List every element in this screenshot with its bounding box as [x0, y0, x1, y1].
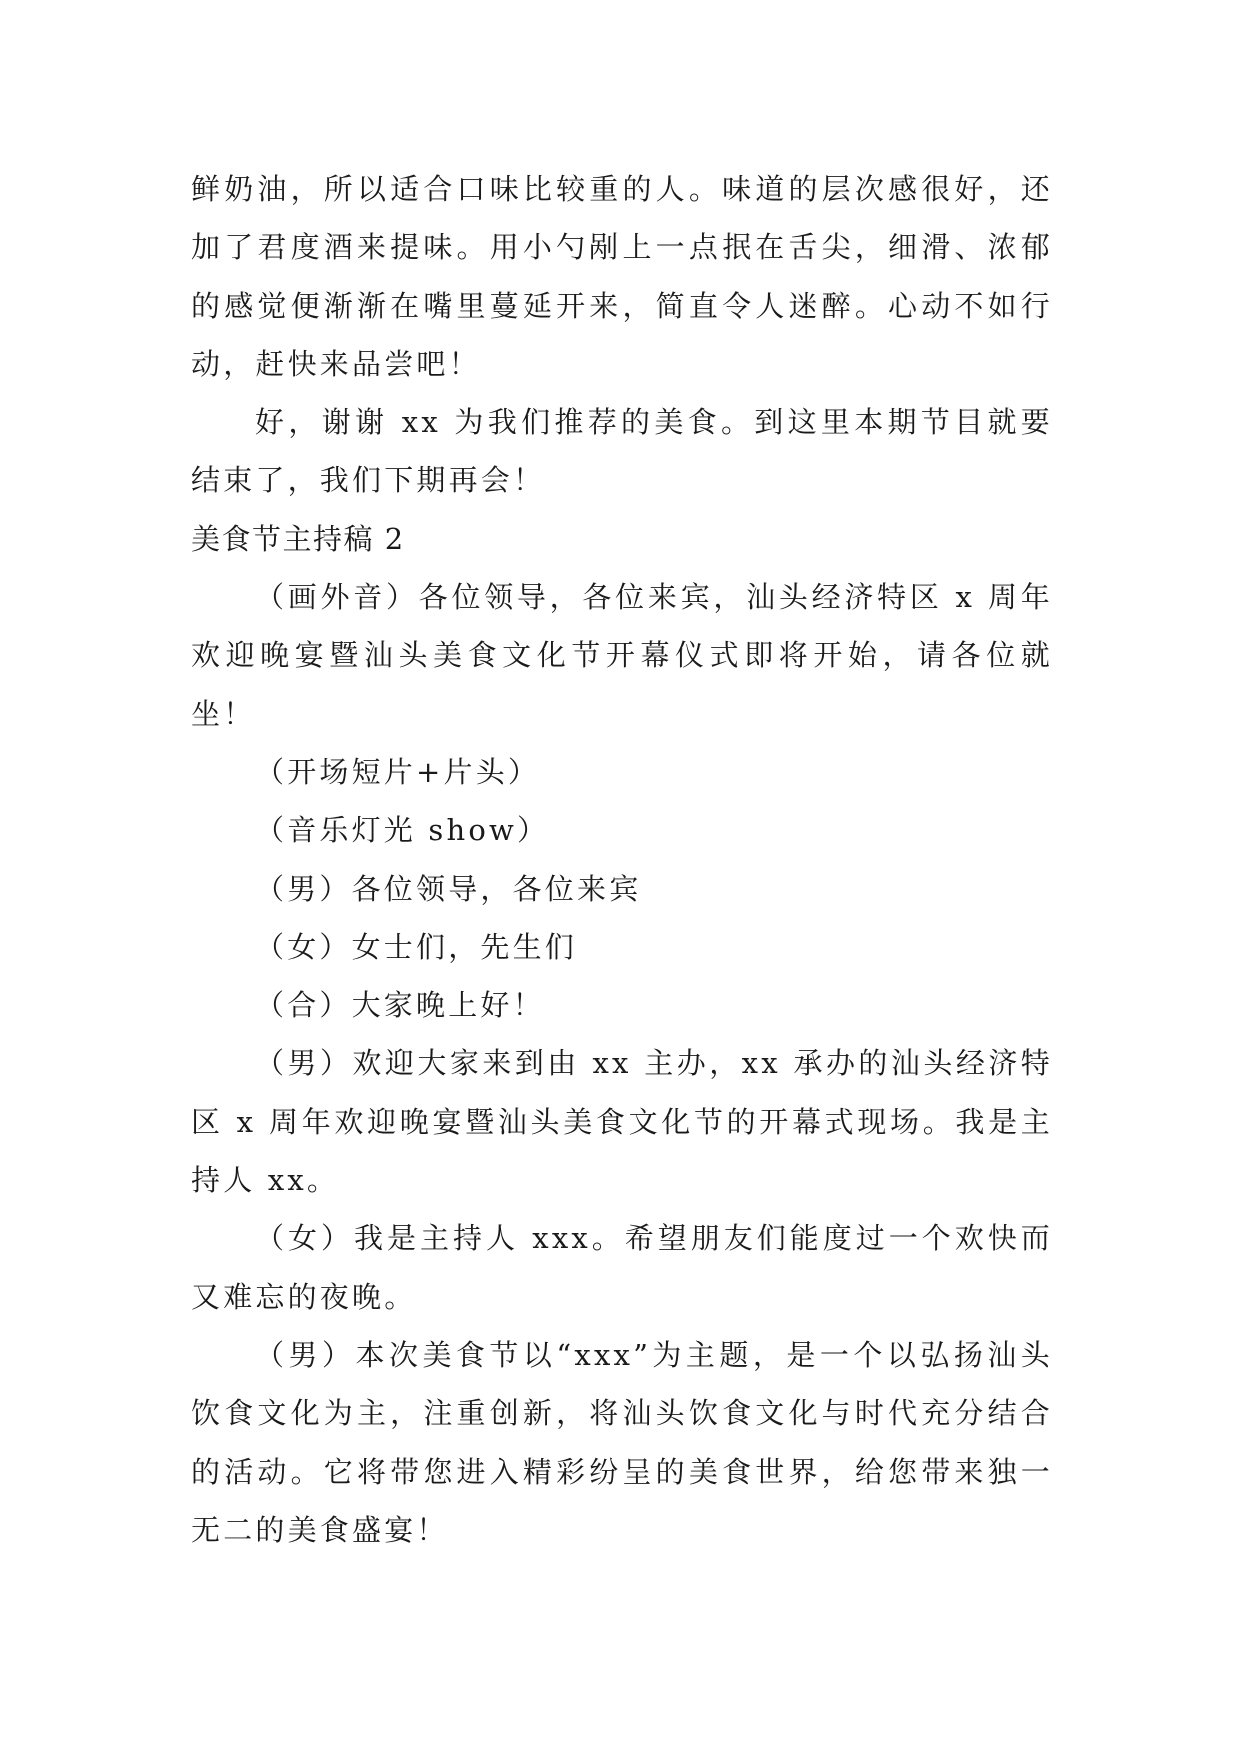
- paragraph-voiceover: （画外音）各位领导，各位来宾，汕头经济特区 x 周年欢迎晚宴暨汕头美食文化节开幕仪式即将开始，请各位就坐！: [191, 580, 1053, 731]
- document-body: [191, 160, 1053, 1559]
- paragraph-closing: 好，谢谢 xx 为我们推荐的美食。到这里本期节目就要结束了，我们下期再会！: [191, 405, 1053, 498]
- paragraph-continued: 鲜奶油，所以适合口味比较重的人。味道的层次感很好，还加了君度酒来提味。用小勺剐上一点抿在舌尖，细滑、浓郁的感觉便渐渐在嘴里蔓延开来，简直令人迷醉。心动不如行动，赶快来品尝吧！: [191, 172, 1053, 381]
- paragraph-male-greeting: （男）各位领导，各位来宾: [255, 871, 642, 906]
- paragraph-opening-film: （开场短片+片头）: [255, 754, 541, 789]
- paragraph-female-intro: （女）我是主持人 xxx。希望朋友们能度过一个欢快而又难忘的夜晚。: [191, 1221, 1053, 1314]
- paragraph-male-welcome: （男）欢迎大家来到由 xx 主办，xx 承办的汕头经济特区 x 周年欢迎晚宴暨汕头美食文化节的开幕式现场。我是主持人 xx。: [191, 1046, 1053, 1198]
- paragraph-together-greeting: （合）大家晚上好！: [255, 988, 545, 1023]
- paragraph-music-show: （音乐灯光 show）: [255, 813, 550, 848]
- paragraph-male-theme: （男）本次美食节以“xxx”为主题，是一个以弘扬汕头饮食文化为主，注重创新，将汕头饮食文化与时代充分结合的活动。它将带您进入精彩纷呈的美食世界，给您带来独一无二的美食盛宴！: [191, 1337, 1053, 1547]
- section-heading: 美食节主持稿 2: [191, 521, 405, 556]
- paragraph-female-greeting: （女）女士们，先生们: [255, 929, 578, 964]
